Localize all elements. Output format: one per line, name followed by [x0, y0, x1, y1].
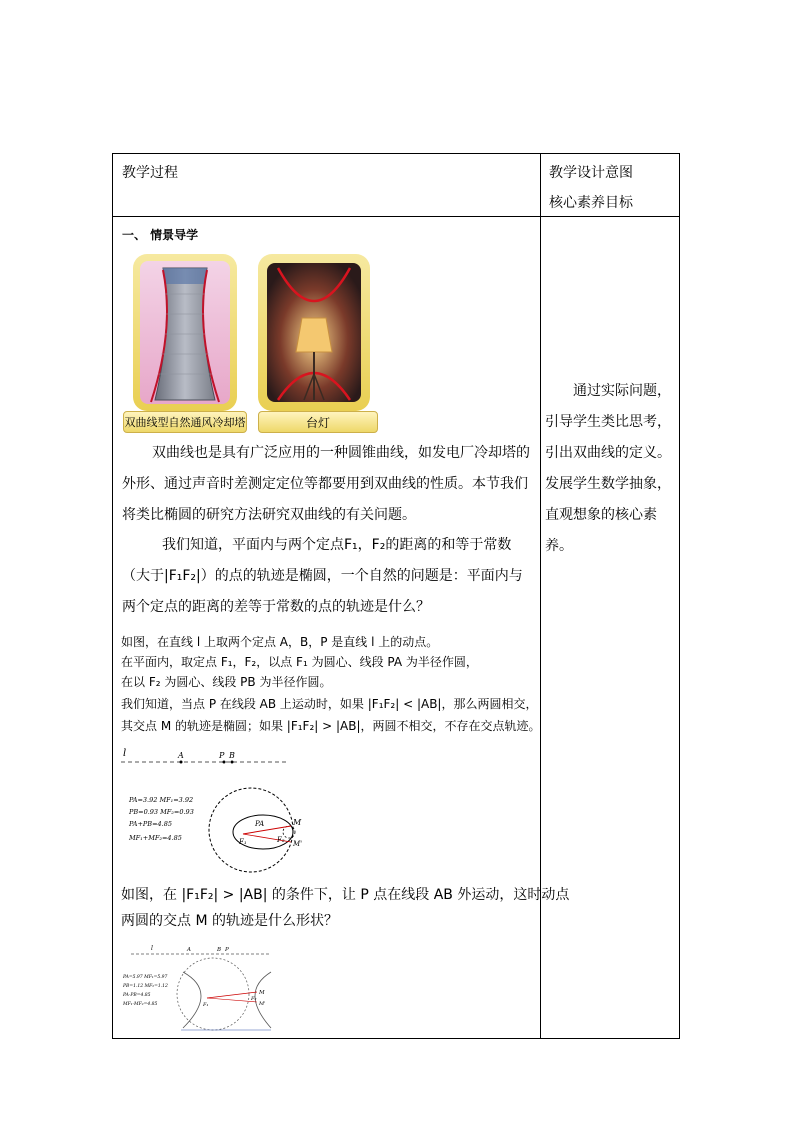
fig1-label-m-prime: M' [293, 840, 303, 848]
fig1-label-b: B [229, 751, 235, 760]
fig2-label-a: A [187, 947, 191, 953]
header-design-intent: 教学设计意图 [549, 165, 633, 181]
tower-caption: 双曲线型自然通风冷却塔 [123, 411, 247, 433]
fig2-hyperbola-left [183, 972, 201, 1028]
intent-line-6: 养。 [545, 538, 573, 554]
construction-line-5: 其交点 M 的轨迹是椭圆；如果 |F₁F₂| > |AB|，两圆不相交，不存在交点轨迹。 [121, 719, 541, 733]
header-teaching-process: 教学过程 [122, 165, 178, 181]
cooling-tower-image [133, 254, 237, 411]
fig2-label-m: M [259, 990, 265, 996]
fig2-label-m-prime: M' [259, 1001, 266, 1007]
intro-line-3: 将类比椭圆的研究方法研究双曲线的有关问题。 [122, 507, 416, 523]
intro-line-1: 双曲线也是具有广泛应用的一种圆锥曲线，如发电厂冷却塔的 [152, 445, 530, 461]
fig2-line-label: l [151, 945, 153, 952]
section-title: 一、 情景导学 [122, 228, 199, 242]
fig1-point-p [223, 761, 226, 764]
fig1-label-p: P [219, 751, 225, 760]
fig1-label-f1: F₁ [239, 838, 247, 846]
intent-line-5: 直观想象的核心素 [545, 507, 657, 523]
intro-line-2: 外形、通过声音时差测定定位等都要用到双曲线的性质。本节我们 [122, 476, 528, 492]
fig2-readout-4: MF₁-MF₂=4.85 [123, 1002, 158, 1007]
lamp-caption: 台灯 [258, 411, 378, 433]
lamp-image [258, 254, 370, 411]
intent-line-4: 发展学生数学抽象， [545, 476, 671, 492]
fig1-point-a [180, 761, 183, 764]
lamp-illustration [258, 254, 370, 411]
recall-line-1: 我们知道，平面内与两个定点F₁，F₂的距离的和等于常数 [162, 537, 512, 553]
recall-line-2: （大于|F₁F₂|）的点的轨迹是椭圆，一个自然的问题是：平面内与 [122, 568, 523, 584]
fig2-segment-m-prime [207, 998, 257, 1002]
fig2-readout-1: PA=5.97 MF₁=5.97 [123, 975, 168, 980]
construction-line-4: 我们知道，当点 P 在线段 AB 上运动时，如果 |F₁F₂| < |AB|，那么两圆相交， [121, 697, 538, 711]
ellipse-recall-paragraph [122, 530, 542, 623]
fig1-label-m: M [293, 818, 302, 827]
fig1-label-a: A [178, 751, 184, 760]
fig2-label-f1: F₁ [203, 1002, 209, 1008]
intent-line-2: 引导学生类比思考， [545, 414, 671, 430]
design-intent-text [545, 376, 679, 562]
fig1-line-label: l [123, 748, 127, 759]
fig1-readout-1: PA=3.92 MF₁=3.92 [129, 796, 194, 804]
header-divider [113, 216, 679, 217]
fig1-readout-3: PA+PB=4.85 [129, 820, 172, 828]
lesson-table [112, 153, 680, 1039]
construction-line-1: 如图，在直线 l 上取两个定点 A，B，P 是直线 l 上的动点。 [121, 635, 439, 649]
fig2-label-f2: F₂ [251, 996, 257, 1002]
question-line-2: 两圆的交点 M 的轨迹是什么形状？ [121, 913, 338, 929]
fig1-segment-mf1 [243, 826, 291, 834]
fig2-hyperbola-right [255, 972, 271, 1028]
intent-line-3: 引出双曲线的定义。 [545, 445, 671, 461]
fig1-readout-2: PB=0.93 MF₂=0.93 [129, 808, 194, 816]
question-line-1: 如图，在 |F₁F₂| > |AB| 的条件下，让 P 点在线段 AB 外运动，这时动点 [121, 887, 570, 903]
fig1-label-pa: PA [255, 820, 265, 828]
fig2-label-p: P [225, 947, 229, 953]
hyperbola-construction-figure [121, 942, 281, 1034]
recall-line-3: 两个定点的距离的差等于常数的点的轨迹是什么？ [122, 599, 430, 615]
fig2-readout-3: PA-PB=4.85 [123, 993, 151, 998]
fig1-label-f2: F₂ [277, 836, 285, 844]
fig2-readout-2: PB=1.12 MF₂=1.12 [123, 984, 168, 989]
fig2-segment-mf1 [207, 992, 257, 998]
intent-line-1: 通过实际问题， [573, 383, 671, 399]
intro-paragraph [122, 438, 542, 531]
fig2-label-b: B [217, 947, 222, 953]
construction-line-2: 在平面内，取定点 F₁，F₂，以点 F₁ 为圆心、线段 PA 为半径作圆， [121, 655, 478, 669]
fig1-circle-f1 [209, 788, 293, 872]
fig1-point-b [231, 761, 234, 764]
fig1-readout-4: MF₁+MF₂=4.85 [129, 834, 182, 842]
ellipse-construction-figure [119, 746, 319, 876]
cooling-tower-illustration [133, 254, 237, 411]
header-core-literacy: 核心素养目标 [549, 195, 633, 211]
construction-line-3: 在以 F₂ 为圆心、线段 PB 为半径作圆。 [121, 675, 332, 689]
